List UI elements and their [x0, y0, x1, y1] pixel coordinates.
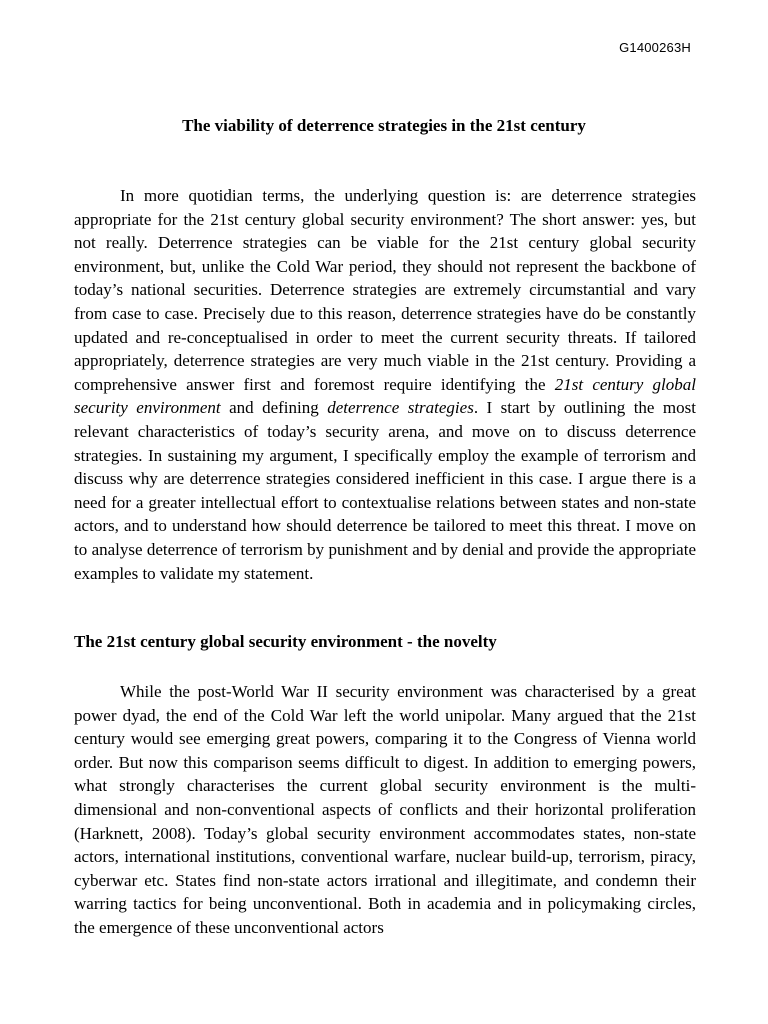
- intro-text-3: . I start by outlining the most relevant characteristics of today’s security arena, and move on to discuss deterrence strategies. In sustaining my argument, I specifically employ the example of terrorism and discuss why are deterrence strategies considered inefficient in this case. I argue there is a need for a greater intellectual effort to contextualise relations between states and non-state actors, and to understand how should deterrence be tailored to meet this threat. I move on to analyse deterrence of terrorism by punishment and by denial and provide the appropriate examples to validate my statement.: [74, 398, 696, 583]
- document-title: The viability of deterrence strategies in the 21st century: [182, 116, 586, 135]
- intro-text-1: In more quotidian terms, the underlying question is: are deterrence strategies appropriate for the 21st century global security environment? The short answer: yes, but not really. Deterrence strategies can be viable for the 21st century global security environment, but, unlike the Cold War period, they should not represent the backbone of today’s national securities. Deterrence strategies are extremely circumstantial and vary from case to case. Precisely due to this reason, deterrence strategies have do be constantly updated and re-conceptualised in order to meet the current security threats. If tailored appropriately, deterrence strategies are very much viable in the 21st century. Providing a comprehensive answer first and foremost require identifying the: [74, 186, 696, 394]
- intro-text-2: and defining: [220, 398, 328, 418]
- intro-paragraph: [74, 184, 696, 585]
- section-heading: The 21st century global security environment - the novelty: [74, 632, 497, 651]
- student-id: G1400263H: [619, 40, 691, 55]
- intro-italic-term-2: deterrence strategies: [327, 398, 474, 418]
- intro-italic-term-1: 21st century global security environment: [74, 374, 696, 418]
- section-paragraph: While the post-World War II security environment was characterised by a great power dyad, the end of the Cold War left the world unipolar. Many argued that the 21st century would see emerging great powers, comparing it to the Congress of Vienna world order. But now this comparison seems difficult to digest. In addition to emerging powers, what strongly characterises the current global security environment is the multi-dimensional and non-conventional aspects of conflicts and their horizontal proliferation (Harknett, 2008). Today’s global security environment accommodates states, non-state actors, international institutions, conventional warfare, nuclear build-up, terrorism, piracy, cyberwar etc. States find non-state actors irrational and illegitimate, and condemn their warring tactics for being unconventional. Both in academia and in policymaking circles, the emergence of these unconventional actors: [74, 682, 696, 937]
